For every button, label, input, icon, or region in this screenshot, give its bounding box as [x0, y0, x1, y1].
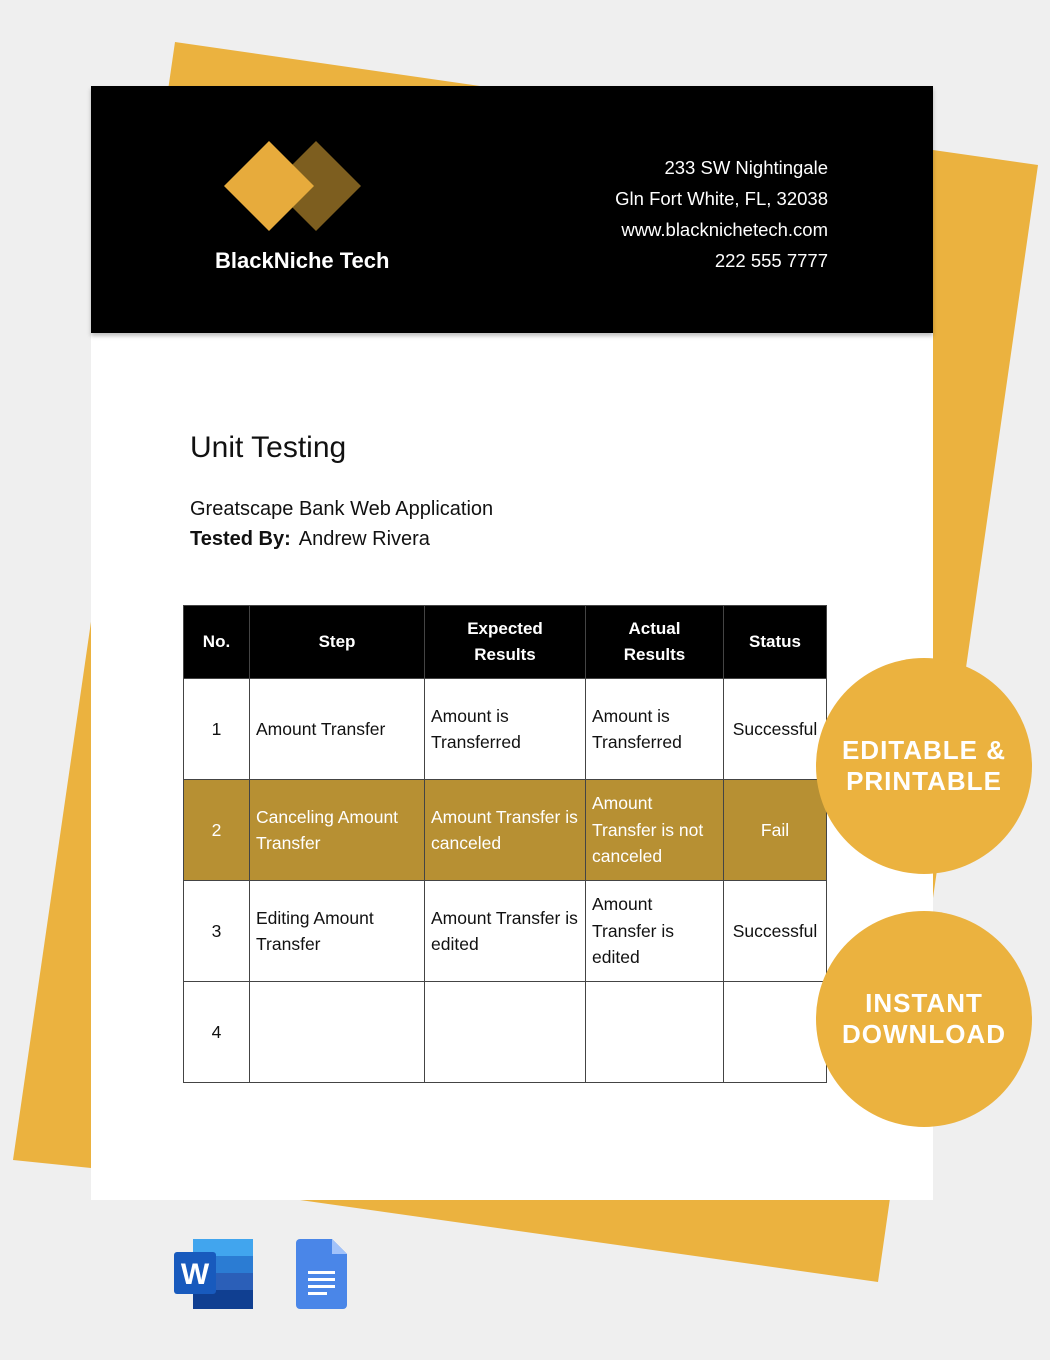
cell-step [250, 982, 425, 1083]
header-expected: Expected Results [425, 606, 586, 679]
letterhead [91, 86, 933, 333]
cell-expected: Amount is Transferred [425, 679, 586, 780]
cell-actual [586, 982, 724, 1083]
document-subtitle: Greatscape Bank Web Application [190, 498, 494, 520]
cell-no: 3 [184, 881, 250, 982]
document-title: Unit Testing [190, 431, 347, 464]
document-page [91, 86, 933, 1200]
company-phone: 222 555 7777 [714, 250, 828, 271]
company-website: www.blacknichetech.com [621, 219, 828, 240]
cell-step: Amount Transfer [250, 679, 425, 780]
header-actual: Actual Results [586, 606, 724, 679]
word-icon [173, 1238, 255, 1310]
cell-no: 2 [184, 780, 250, 881]
table-row [184, 982, 827, 1083]
cell-status: Successful [724, 679, 827, 780]
company-logo [221, 136, 366, 236]
cell-no: 1 [184, 679, 250, 780]
table-row [184, 780, 827, 881]
header-status: Status [724, 606, 827, 679]
table-header [184, 606, 827, 679]
cell-actual: Amount Transfer is not canceled [586, 780, 724, 881]
cell-actual: Amount Transfer is edited [586, 881, 724, 982]
header-no: No. [184, 606, 250, 679]
cell-actual: Amount is Transferred [586, 679, 724, 780]
google-docs-icon [296, 1238, 348, 1310]
cell-expected: Amount Transfer is canceled [425, 780, 586, 881]
address-street: 233 SW Nightingale [664, 157, 828, 178]
header-step: Step [250, 606, 425, 679]
cell-status: Fail [724, 780, 827, 881]
address-city: Gln Fort White, FL, 32038 [615, 188, 828, 209]
tested-by [190, 528, 430, 551]
cell-status: Successful [724, 881, 827, 982]
cell-status [724, 982, 827, 1083]
test-table [183, 605, 827, 1083]
cell-step: Canceling Amount Transfer [250, 780, 425, 881]
cell-expected [425, 982, 586, 1083]
cell-expected: Amount Transfer is edited [425, 881, 586, 982]
company-address [615, 152, 828, 276]
tested-by-label: Tested By: [190, 528, 291, 550]
table-row [184, 881, 827, 982]
cell-step: Editing Amount Transfer [250, 881, 425, 982]
svg-text:W: W [180, 1258, 210, 1291]
download-badge: INSTANT DOWNLOAD [816, 911, 1032, 1127]
company-name: BlackNiche Tech [215, 248, 390, 273]
editable-badge: EDITABLE & PRINTABLE [816, 658, 1032, 874]
cell-no: 4 [184, 982, 250, 1083]
table-row [184, 679, 827, 780]
tested-by-value: Andrew Rivera [298, 528, 430, 550]
